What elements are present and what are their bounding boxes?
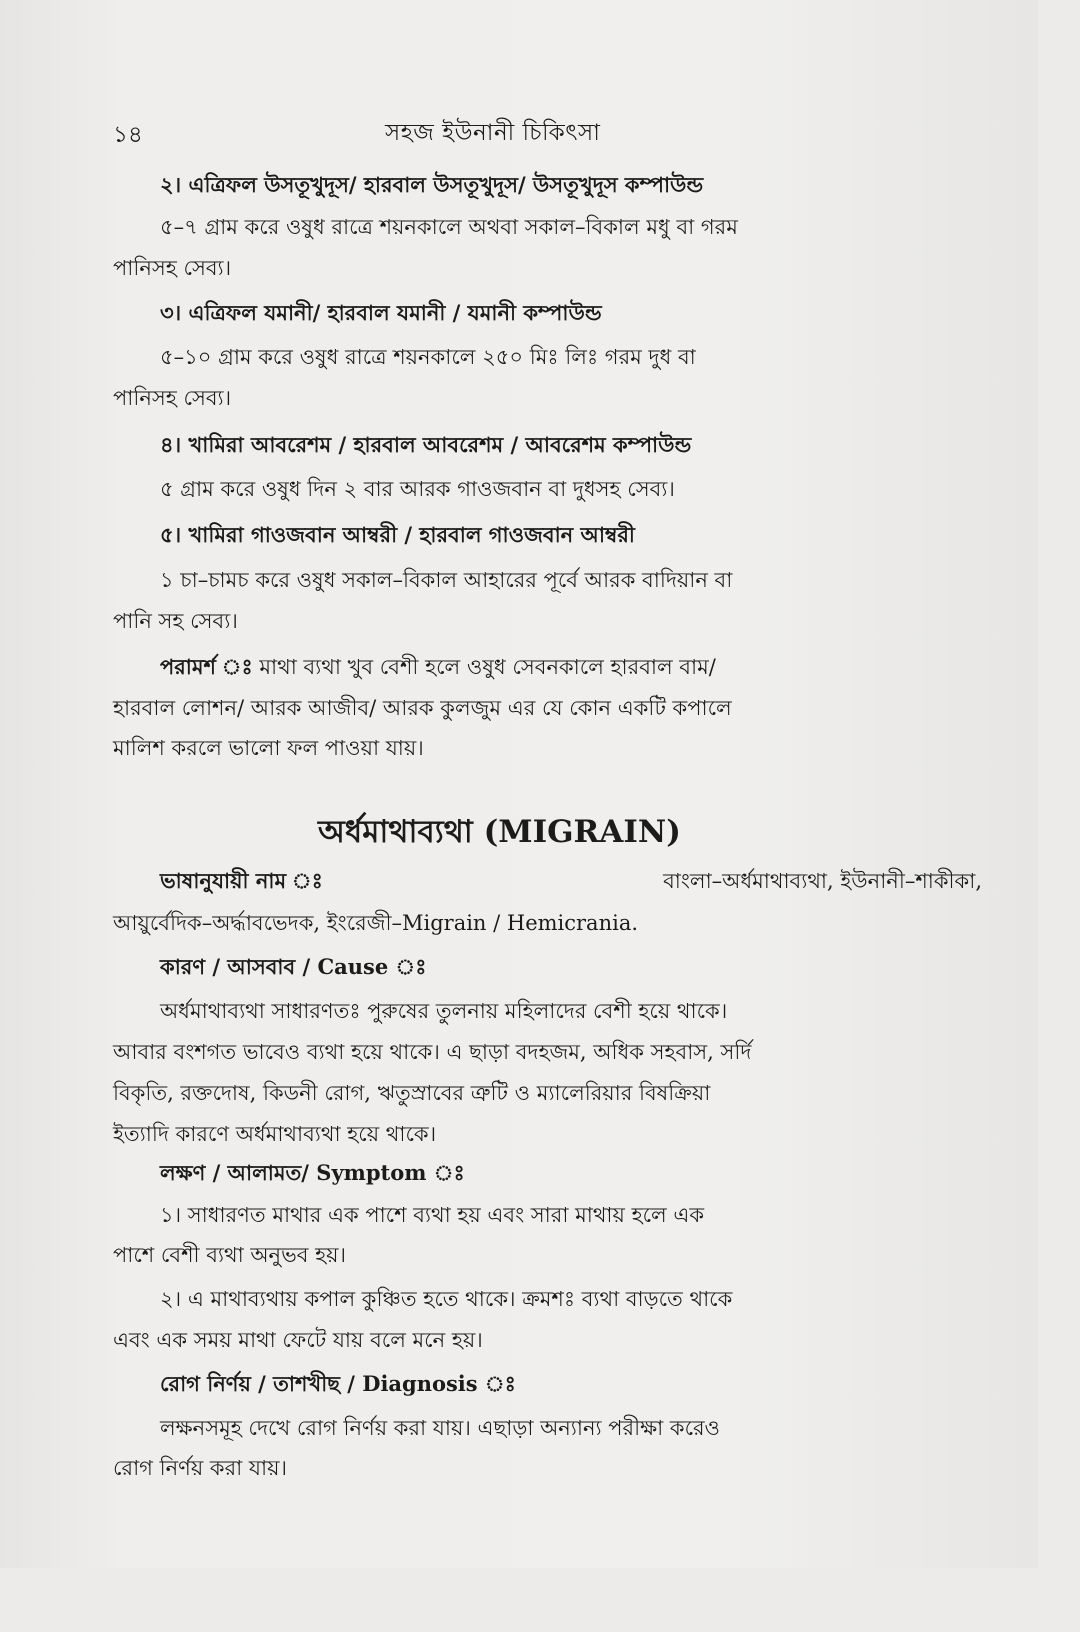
cause-line3: বিকৃতি, রক্তদোষ, কিডনী রোগ, ঋতুস্রাবের ত্রুটি ও ম্যালেরিয়ার বিষক্রিয়া xyxy=(113,1081,711,1105)
cause-heading: কারণ / আসবাব / Cause ঃ xyxy=(160,954,427,979)
advice-line1 xyxy=(160,652,716,682)
remedy-text-3-line1: ৫–১০ গ্রাম করে ওষুধ রাত্রে শয়নকালে ২৫০ মিঃ লিঃ গরম দুধ বা xyxy=(160,345,696,369)
remedy-heading-5: ৫। খামিরা গাওজবান আম্বরী / হারবাল গাওজবান আম্বরী xyxy=(160,522,635,547)
advice-label: পরামর্শ ঃ xyxy=(160,654,253,679)
remedy-heading-2: ২। এত্রিফল উসতূখুদূস/ হারবাল উসতূখুদূস/ উসতূখুদূস কম্পাউন্ড xyxy=(160,172,704,197)
cause-line1: অর্ধমাথাব্যথা সাধারণতঃ পুরুষের তুলনায় মহিলাদের বেশী হয়ে থাকে। xyxy=(160,999,728,1023)
diagnosis-line2: রোগ নির্ণয় করা যায়। xyxy=(113,1456,287,1480)
symptom-heading: লক্ষণ / আলামত/ Symptom ঃ xyxy=(160,1160,465,1185)
advice-line2: হারবাল লোশন/ আরক আজীব/ আরক কুলজুম এর যে কোন একটি কপালে xyxy=(113,696,732,720)
remedy-text-2-line2: পানিসহ সেব্য। xyxy=(113,256,232,280)
remedy-text-5-line1: ১ চা–চামচ করে ওষুধ সকাল–বিকাল আহারের পূর্বে আরক বাদিয়ান বা xyxy=(160,568,733,592)
diagnosis-heading: রোগ নির্ণয় / তাশখীছ / Diagnosis ঃ xyxy=(160,1371,516,1396)
names-line1 xyxy=(160,866,982,896)
diagnosis-line1: লক্ষনসমূহ দেখে রোগ নির্ণয় করা যায়। এছাড়া অন্যান্য পরীক্ষা করেও xyxy=(160,1416,721,1440)
remedy-text-2-line1: ৫–৭ গ্রাম করে ওষুধ রাত্রে শয়নকালে অথবা সকাল–বিকাল মধু বা গরম xyxy=(160,215,738,239)
symptom-line4: এবং এক সময় মাথা ফেটে যায় বলে মনে হয়। xyxy=(113,1328,483,1352)
remedy-heading-4: ৪। খামিরা আবরেশম / হারবাল আবরেশম / আবরেশম কম্পাউন্ড xyxy=(160,432,692,457)
remedy-text-5-line2: পানি সহ সেব্য। xyxy=(113,609,238,633)
remedy-heading-3: ৩। এত্রিফল যমানী/ হারবাল যমানী / যমানী কম্পাউন্ড xyxy=(160,300,602,325)
cause-line2: আবার বংশগত ভাবেও ব্যথা হয়ে থাকে। এ ছাড়া বদহজম, অধিক সহবাস, সর্দি xyxy=(113,1040,752,1064)
remedy-text-4-line1: ৫ গ্রাম করে ওষুধ দিন ২ বার আরক গাওজবান বা দুধসহ সেব্য। xyxy=(160,477,675,501)
advice-text: মাথা ব্যথা খুব বেশী হলে ওষুধ সেবনকালে হারবাল বাম/ xyxy=(259,655,716,679)
page-number: ১৪ xyxy=(113,122,143,148)
section-title: অর্ধমাথাব্যথা (MIGRAIN) xyxy=(318,814,681,850)
symptom-line2: পাশে বেশী ব্যথা অনুভব হয়। xyxy=(113,1243,346,1267)
cause-line4: ইত্যাদি কারণে অর্ধমাথাব্যথা হয়ে থাকে। xyxy=(113,1122,437,1146)
advice-line3: মালিশ করলে ভালো ফল পাওয়া যায়। xyxy=(113,736,424,760)
remedy-text-3-line2: পানিসহ সেব্য। xyxy=(113,386,232,410)
symptom-line1: ১। সাধারণত মাথার এক পাশে ব্যথা হয় এবং সারা মাথায় হলে এক xyxy=(160,1203,705,1227)
names-text: বাংলা–অর্ধমাথাব্যথা, ইউনানী–শাকীকা, xyxy=(663,869,982,893)
names-label: ভাষানুযায়ী নাম ঃ xyxy=(160,868,323,893)
symptom-line3: ২। এ মাথাব্যথায় কপাল কুঞ্চিত হতে থাকে। ক্রমশঃ ব্যথা বাড়তে থাকে xyxy=(160,1287,733,1311)
running-title: সহজ ইউনানী চিকিৎসা xyxy=(385,120,601,146)
names-line2: আয়ুর্বেদিক–অর্দ্ধাবভেদক, ইংরেজী–Migrain / Hemicrania. xyxy=(113,911,639,935)
